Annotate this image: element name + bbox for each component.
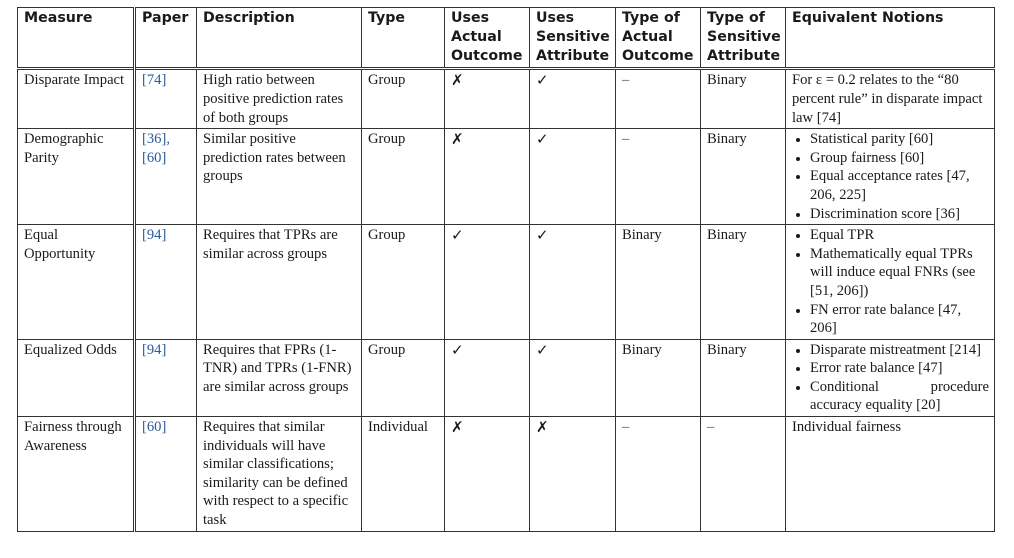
cell-type-of-actual-outcome: Binary [616, 225, 701, 340]
cell-uses-sensitive-attribute: ✓ [530, 129, 616, 225]
header-uses-actual-outcome: Uses Actual Outcome [445, 8, 530, 69]
list-item: • Group fairness [60] [810, 149, 989, 168]
cell-measure: Demographic Parity [18, 129, 135, 225]
cell-measure: Equalized Odds [18, 339, 135, 416]
cell-measure: Disparate Impact [18, 69, 135, 129]
header-equivalent-notions: Equivalent Notions [786, 8, 995, 69]
cell-uses-actual-outcome: ✗ [445, 129, 530, 225]
header-type-of-actual-outcome: Type of Actual Outcome [616, 8, 701, 69]
list-item: • Statistical parity [60] [810, 130, 989, 149]
cell-uses-sensitive-attribute: ✗ [530, 417, 616, 532]
cell-uses-actual-outcome: ✓ [445, 339, 530, 416]
fairness-measures-table-container [17, 7, 994, 532]
cell-equivalent-notions [786, 129, 995, 225]
header-measure: Measure [18, 8, 135, 69]
cell-type-of-sensitive-attribute: – [701, 417, 786, 532]
cell-equivalent-notions: For ε = 0.2 relates to the “80 percent rule” in disparate impact law [74] [786, 69, 995, 129]
cell-type: Group [362, 225, 445, 340]
list-item: • Disparate mistreatment [214] [810, 341, 989, 360]
cell-uses-sensitive-attribute: ✓ [530, 225, 616, 340]
cell-paper [135, 417, 197, 532]
cell-measure: Equal Opportunity [18, 225, 135, 340]
cell-type-of-actual-outcome: – [616, 417, 701, 532]
list-item: • Mathematically equal TPRs will induce equal FNRs (see [51, 206]) [810, 245, 989, 301]
fairness-measures-table [17, 7, 995, 532]
citation-link[interactable]: [94] [142, 341, 167, 358]
citation-link[interactable]: [74] [142, 72, 167, 89]
table-row [18, 339, 995, 416]
cell-type: Individual [362, 417, 445, 532]
cell-uses-actual-outcome: ✗ [445, 417, 530, 532]
cell-paper [135, 69, 197, 129]
cell-paper [135, 129, 197, 225]
cell-paper [135, 225, 197, 340]
cell-description: Requires that FPRs (1-TNR) and TPRs (1-FNR) are similar across groups [197, 339, 362, 416]
citation-link[interactable]: [60] [142, 149, 167, 166]
table-row [18, 417, 995, 532]
cell-measure: Fairness through Awareness [18, 417, 135, 532]
header-row [18, 8, 995, 69]
list-item: • Error rate balance [47] [810, 359, 989, 378]
equivalent-notions-list [792, 226, 989, 338]
list-item: • Equal TPR [810, 226, 989, 245]
citation-link[interactable]: [60] [142, 419, 167, 436]
cell-uses-sensitive-attribute: ✓ [530, 339, 616, 416]
equivalent-notions-list [792, 341, 989, 415]
list-item: • Conditional procedure accuracy equality [20] [810, 378, 989, 415]
header-description: Description [197, 8, 362, 69]
cell-type-of-sensitive-attribute: Binary [701, 225, 786, 340]
cell-paper [135, 339, 197, 416]
table-row [18, 225, 995, 340]
cell-type-of-sensitive-attribute: Binary [701, 69, 786, 129]
cell-type-of-actual-outcome: – [616, 129, 701, 225]
table-row [18, 129, 995, 225]
cell-type-of-actual-outcome: Binary [616, 339, 701, 416]
cell-type: Group [362, 69, 445, 129]
cell-uses-actual-outcome: ✓ [445, 225, 530, 340]
list-item: • Equal acceptance rates [47, 206, 225] [810, 167, 989, 204]
cell-type: Group [362, 129, 445, 225]
cell-description: High ratio between positive prediction rates of both groups [197, 69, 362, 129]
cell-type-of-actual-outcome: – [616, 69, 701, 129]
equivalent-notions-list [792, 130, 989, 223]
cell-type-of-sensitive-attribute: Binary [701, 339, 786, 416]
cell-description: Requires that TPRs are similar across groups [197, 225, 362, 340]
table-row [18, 69, 995, 129]
cell-type: Group [362, 339, 445, 416]
citation-link[interactable]: [94] [142, 227, 167, 244]
list-item: • FN error rate balance [47, 206] [810, 301, 989, 338]
header-paper: Paper [135, 8, 197, 69]
cell-equivalent-notions: Individual fairness [786, 417, 995, 532]
cell-uses-actual-outcome: ✗ [445, 69, 530, 129]
cell-description: Similar positive prediction rates between groups [197, 129, 362, 225]
cell-type-of-sensitive-attribute: Binary [701, 129, 786, 225]
header-type-of-sensitive-attribute: Type of Sensitive Attribute [701, 8, 786, 69]
header-uses-sensitive-attribute: Uses Sensitive Attribute [530, 8, 616, 69]
list-item: • Discrimination score [36] [810, 205, 989, 224]
header-type: Type [362, 8, 445, 69]
cell-uses-sensitive-attribute: ✓ [530, 69, 616, 129]
citation-link[interactable]: [36], [142, 131, 170, 148]
cell-equivalent-notions [786, 339, 995, 416]
cell-equivalent-notions [786, 225, 995, 340]
cell-description: Requires that similar individuals will have similar classifications; similarity can be defined with respect to a specific task [197, 417, 362, 532]
